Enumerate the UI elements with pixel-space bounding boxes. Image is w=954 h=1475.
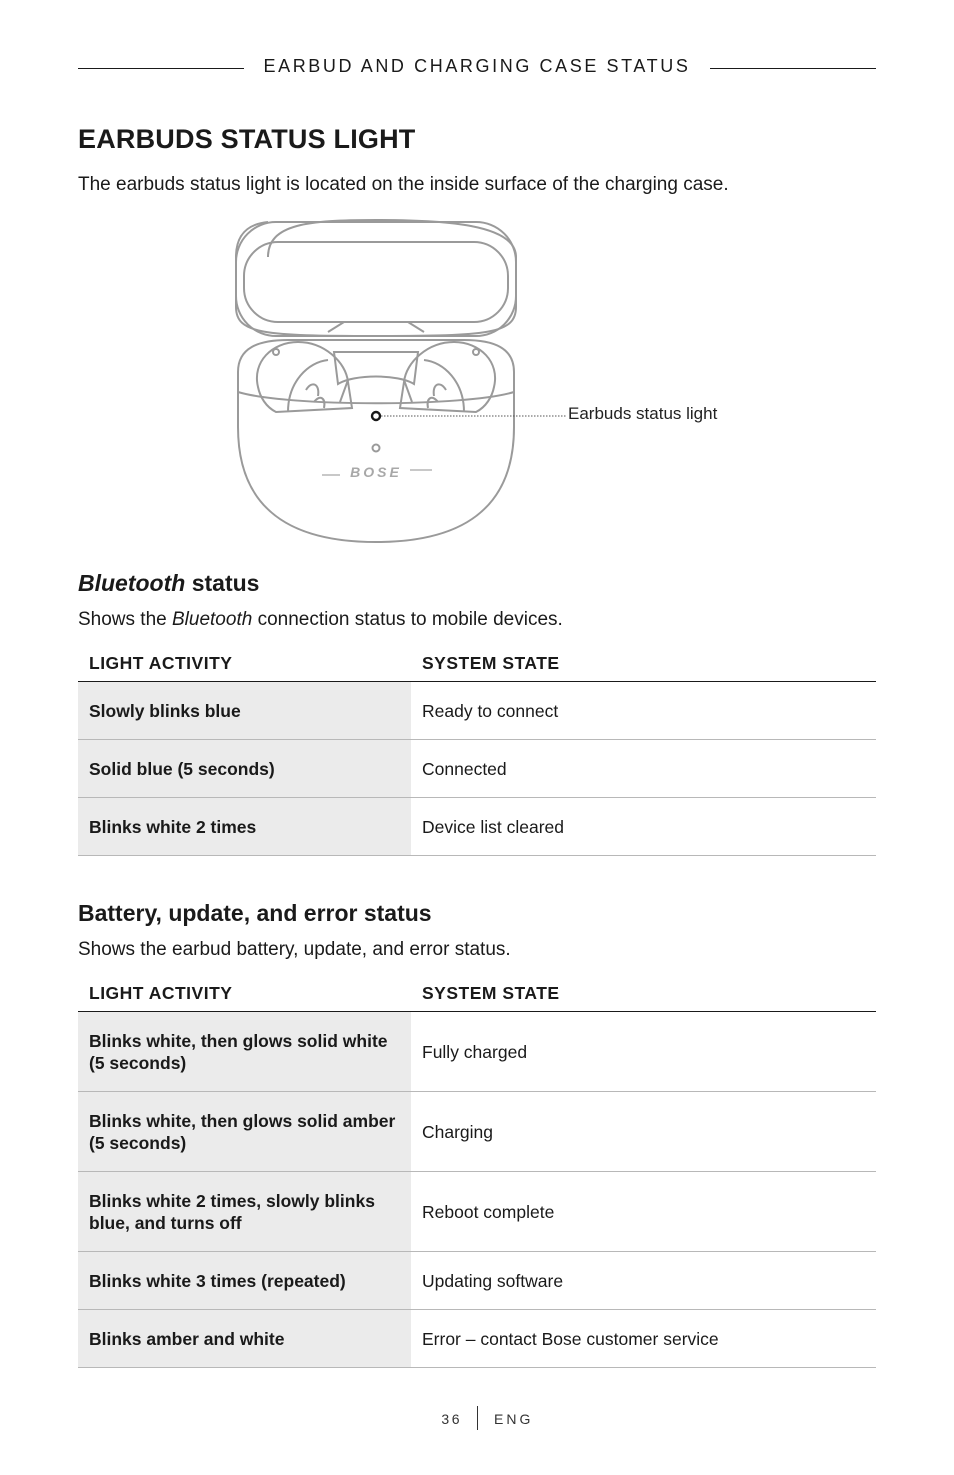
table-header-row bbox=[78, 976, 876, 1012]
bluetooth-heading-italic: Bluetooth bbox=[78, 570, 186, 596]
section-header-title: EARBUD AND CHARGING CASE STATUS bbox=[263, 56, 691, 76]
light-activity-cell: Solid blue (5 seconds) bbox=[78, 740, 411, 798]
activity-line-1: Blinks white, then glows solid white bbox=[89, 1030, 388, 1051]
light-activity-cell: Blinks amber and white bbox=[78, 1310, 411, 1368]
charging-case-illustration bbox=[228, 212, 728, 552]
battery-status-description: Shows the earbud battery, update, and error status. bbox=[78, 939, 511, 960]
light-activity-cell bbox=[78, 1172, 411, 1252]
table-row bbox=[78, 1252, 876, 1310]
activity-line-1: Blinks white 2 times, slowly blinks bbox=[89, 1190, 375, 1211]
system-state-cell: Ready to connect bbox=[411, 682, 876, 740]
battery-status-heading: Battery, update, and error status bbox=[78, 900, 432, 926]
intro-text: The earbuds status light is located on the inside surface of the charging case. bbox=[78, 174, 729, 195]
bluetooth-status-description bbox=[78, 609, 563, 631]
page-footer bbox=[0, 1406, 954, 1432]
light-activity-cell: Blinks white 2 times bbox=[78, 798, 411, 856]
system-state-cell: Device list cleared bbox=[411, 798, 876, 856]
bluetooth-desc-post: connection status to mobile devices. bbox=[252, 609, 563, 630]
bluetooth-desc-italic: Bluetooth bbox=[172, 609, 253, 630]
page-number: 36 bbox=[441, 1411, 462, 1427]
language-code: ENG bbox=[494, 1411, 534, 1427]
light-activity-cell: Blinks white 3 times (repeated) bbox=[78, 1252, 411, 1310]
system-state-cell: Fully charged bbox=[411, 1012, 876, 1092]
table-row bbox=[78, 1310, 876, 1368]
system-state-cell: Charging bbox=[411, 1092, 876, 1172]
activity-line-2: (5 seconds) bbox=[89, 1132, 187, 1153]
bluetooth-desc-pre: Shows the bbox=[78, 609, 172, 630]
header-rule-left bbox=[78, 68, 244, 69]
header-rule-right bbox=[710, 68, 876, 69]
table-row bbox=[78, 1092, 876, 1172]
activity-line-2: (5 seconds) bbox=[89, 1052, 187, 1073]
bose-logo: BOSE bbox=[350, 464, 402, 480]
table-row bbox=[78, 740, 876, 798]
battery-status-table bbox=[78, 976, 876, 1368]
status-light-callout: Earbuds status light bbox=[568, 404, 718, 423]
table-row bbox=[78, 798, 876, 856]
table-row bbox=[78, 1012, 876, 1092]
light-activity-cell bbox=[78, 1012, 411, 1092]
table-header-row bbox=[78, 646, 876, 682]
light-activity-cell: Slowly blinks blue bbox=[78, 682, 411, 740]
bluetooth-status-table bbox=[78, 646, 876, 856]
bluetooth-status-heading bbox=[78, 570, 259, 597]
system-state-cell: Error – contact Bose customer service bbox=[411, 1310, 876, 1368]
column-header-light-activity: LIGHT ACTIVITY bbox=[78, 976, 411, 1012]
system-state-cell: Updating software bbox=[411, 1252, 876, 1310]
column-header-system-state: SYSTEM STATE bbox=[411, 976, 876, 1012]
column-header-light-activity: LIGHT ACTIVITY bbox=[78, 646, 411, 682]
activity-line-2: blue, and turns off bbox=[89, 1212, 242, 1233]
activity-line-1: Blinks white, then glows solid amber bbox=[89, 1110, 396, 1131]
section-header bbox=[78, 56, 876, 80]
light-activity-cell bbox=[78, 1092, 411, 1172]
system-state-cell: Reboot complete bbox=[411, 1172, 876, 1252]
table-row bbox=[78, 1172, 876, 1252]
footer-separator bbox=[477, 1406, 478, 1430]
system-state-cell: Connected bbox=[411, 740, 876, 798]
table-row bbox=[78, 682, 876, 740]
bluetooth-heading-rest: status bbox=[185, 570, 260, 596]
page-title: EARBUDS STATUS LIGHT bbox=[78, 124, 416, 154]
column-header-system-state: SYSTEM STATE bbox=[411, 646, 876, 682]
